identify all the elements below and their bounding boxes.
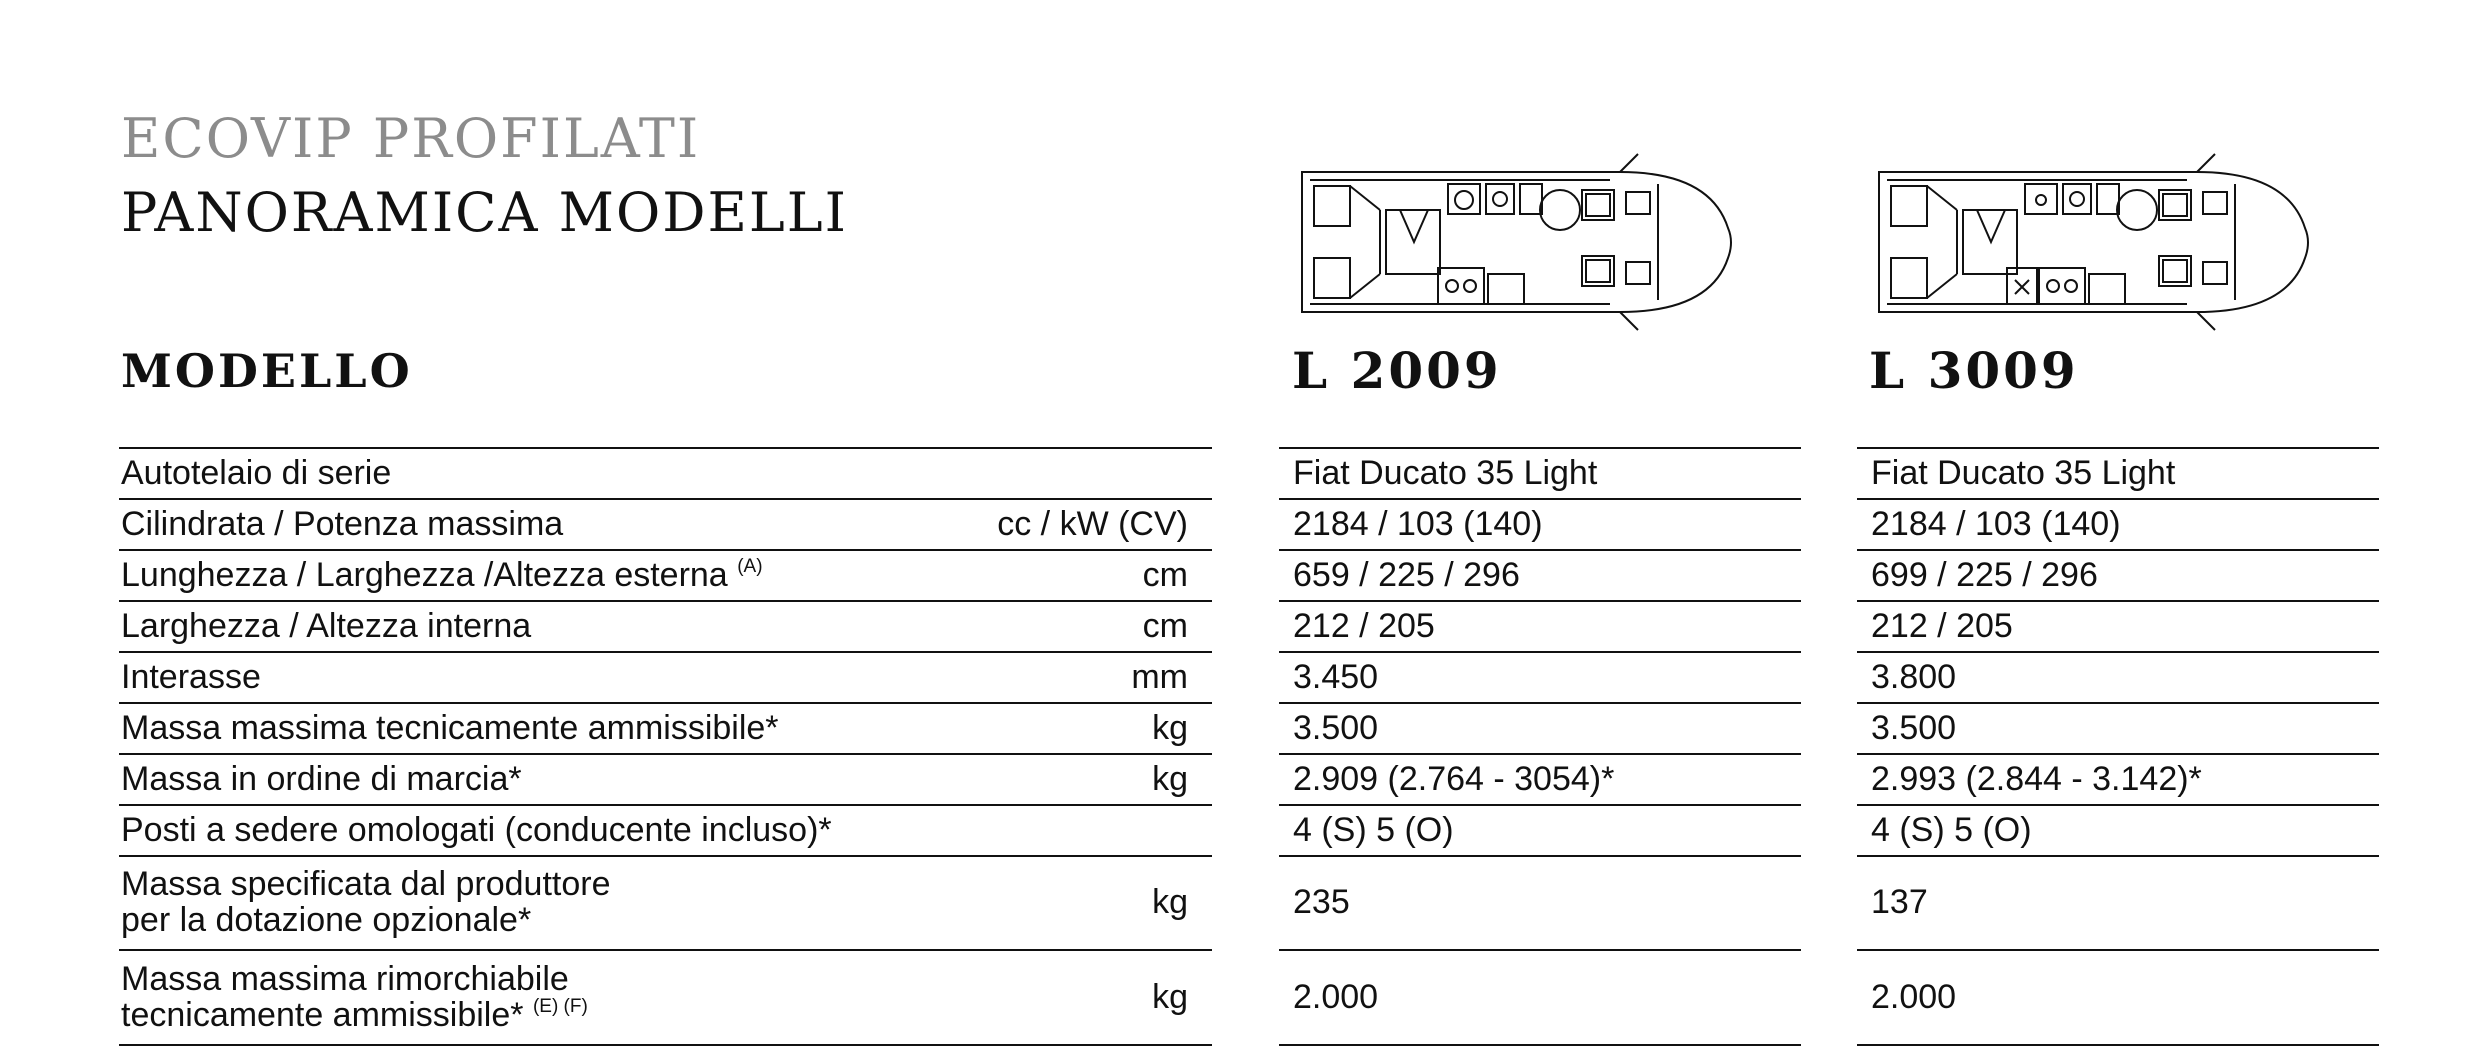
table-row [1857, 652, 2379, 703]
table-row [1857, 601, 2379, 652]
page-title: PANORAMICA MODELLI [121, 181, 848, 244]
row-label-cell [119, 950, 959, 1045]
table-row [1857, 499, 2379, 550]
row-label: Massa in ordine di marcia* [119, 754, 959, 805]
spec-labels-table [119, 447, 1212, 1046]
footnote-ref: (A) [737, 555, 763, 577]
table-row [1279, 856, 1801, 950]
row-unit: kg [959, 754, 1212, 805]
row-label-line2: per la dotazione opzionale* [121, 901, 532, 939]
table-row [1857, 703, 2379, 754]
value-cell: 2184 / 103 (140) [1857, 499, 2379, 550]
row-unit: cm [959, 550, 1212, 601]
table-row [119, 499, 1212, 550]
table-row [1279, 499, 1801, 550]
spec-values-l3009 [1857, 447, 2379, 1046]
table-row [119, 601, 1212, 652]
table-row [1279, 601, 1801, 652]
table-row [1279, 550, 1801, 601]
value-cell: 4 (S) 5 (O) [1857, 805, 2379, 856]
row-unit: cc / kW (CV) [959, 499, 1212, 550]
row-unit: kg [959, 703, 1212, 754]
table-row [119, 448, 1212, 499]
table-row [1857, 550, 2379, 601]
row-unit [959, 448, 1212, 499]
table-row [119, 856, 1212, 950]
value-cell: 2184 / 103 (140) [1279, 499, 1801, 550]
table-row [1279, 950, 1801, 1045]
row-label-cell [119, 856, 959, 950]
value-cell: 4 (S) 5 (O) [1279, 805, 1801, 856]
brand-title: ECOVIP PROFILATI [121, 107, 701, 170]
value-cell: 3.800 [1857, 652, 2379, 703]
row-unit: cm [959, 601, 1212, 652]
value-cell: 212 / 205 [1279, 601, 1801, 652]
row-label: Lunghezza / Larghezza /Altezza esterna [121, 555, 728, 594]
table-row [1279, 652, 1801, 703]
footnote-ref: (E) (F) [532, 995, 588, 1017]
table-row [1857, 950, 2379, 1045]
value-cell: 137 [1857, 856, 2379, 950]
row-label: Interasse [119, 652, 959, 703]
value-cell: 2.000 [1279, 950, 1801, 1045]
row-label-line1: Massa massima rimorchiabile [121, 959, 569, 998]
table-row [119, 703, 1212, 754]
table-row [119, 550, 1212, 601]
row-unit: kg [959, 950, 1212, 1045]
row-label-line1: Massa specificata dal produttore [121, 865, 611, 904]
value-cell: 659 / 225 / 296 [1279, 550, 1801, 601]
table-row [119, 754, 1212, 805]
row-label: Posti a sedere omologati (conducente incluso)* [119, 805, 959, 856]
row-unit: kg [959, 856, 1212, 950]
value-cell: 212 / 205 [1857, 601, 2379, 652]
table-row [119, 805, 1212, 856]
table-row [1857, 448, 2379, 499]
value-cell: 2.909 (2.764 - 3054)* [1279, 754, 1801, 805]
value-cell: 235 [1279, 856, 1801, 950]
row-unit [959, 805, 1212, 856]
table-row [1279, 754, 1801, 805]
row-label: Cilindrata / Potenza massima [119, 499, 959, 550]
value-cell: 2.000 [1857, 950, 2379, 1045]
row-unit: mm [959, 652, 1212, 703]
value-cell: 3.500 [1279, 703, 1801, 754]
row-label: Autotelaio di serie [119, 448, 959, 499]
floorplan-l3009-icon [1867, 150, 2312, 335]
value-cell: Fiat Ducato 35 Light [1279, 448, 1801, 499]
table-row [119, 652, 1212, 703]
value-cell: 3.500 [1857, 703, 2379, 754]
table-row [1279, 805, 1801, 856]
row-label: Larghezza / Altezza interna [119, 601, 959, 652]
value-cell: 2.993 (2.844 - 3.142)* [1857, 754, 2379, 805]
table-row [1279, 448, 1801, 499]
row-label-cell [119, 550, 959, 601]
spec-values-l2009 [1279, 447, 1801, 1046]
model-name-l3009: L 3009 [1869, 341, 2079, 400]
value-cell: Fiat Ducato 35 Light [1857, 448, 2379, 499]
floorplan-l2009-icon [1290, 150, 1735, 335]
value-cell: 3.450 [1279, 652, 1801, 703]
model-heading: MODELLO [121, 344, 413, 398]
row-label: Massa massima tecnicamente ammissibile* [119, 703, 959, 754]
table-row [1279, 703, 1801, 754]
model-name-l2009: L 2009 [1292, 341, 1502, 400]
table-row [1857, 856, 2379, 950]
value-cell: 699 / 225 / 296 [1857, 550, 2379, 601]
table-row [1857, 754, 2379, 805]
table-row [119, 950, 1212, 1045]
row-label-line2: tecnicamente ammissibile* [121, 995, 524, 1034]
table-row [1857, 805, 2379, 856]
